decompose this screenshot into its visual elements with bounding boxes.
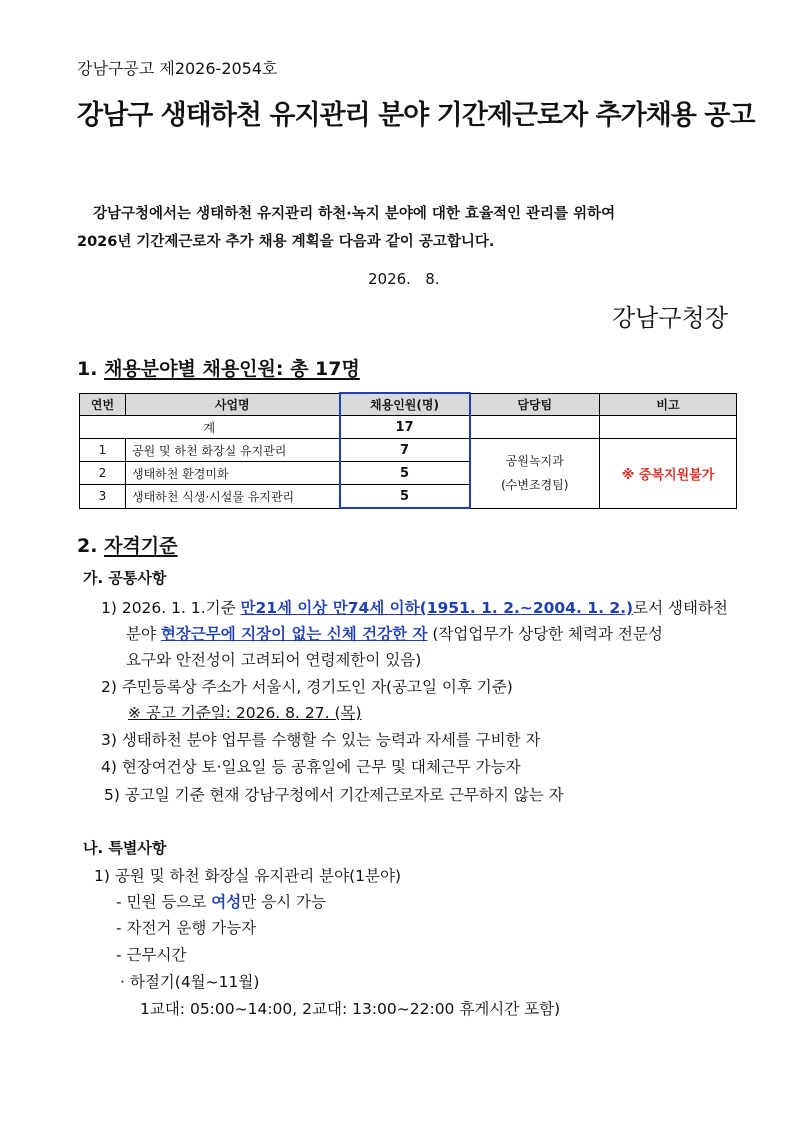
common-item-1-line-2 xyxy=(126,622,663,644)
header-no: 연번 xyxy=(80,393,126,416)
special-heading: 나. 특별사항 xyxy=(83,839,167,857)
row-name: 생태하천 식생·시설물 유지관리 xyxy=(126,485,340,509)
female-only: 여성 xyxy=(211,893,242,911)
table-row xyxy=(80,439,737,462)
recruitment-table xyxy=(79,392,737,509)
team-subname: (수변조경팀) xyxy=(501,478,569,493)
health-requirement: 현장근무에 지장이 없는 신체 건강한 자 xyxy=(160,625,428,643)
row-name: 공원 및 하천 화장실 유지관리 xyxy=(126,439,340,462)
special-bullet-1 xyxy=(116,890,326,912)
special-bullet-3: - 근무시간 xyxy=(116,946,187,964)
bullet-1-suffix: 만 응시 가능 xyxy=(241,893,326,911)
table-total-row xyxy=(80,416,737,439)
header-note: 비고 xyxy=(600,393,737,416)
intro-line-2: 2026년 기간제근로자 추가 채용 계획을 다음과 같이 공고합니다. xyxy=(77,234,495,250)
document-title: 강남구 생태하천 유지관리 분야 기간제근로자 추가채용 공고 xyxy=(77,100,755,131)
section-2-heading xyxy=(77,531,178,558)
note-cell xyxy=(600,439,737,509)
item-1-line2-suffix: (작업업무가 상당한 체력과 전문성 xyxy=(427,625,663,643)
team-cell xyxy=(470,439,600,509)
notice-number: 강남구공고 제2026-2054호 xyxy=(77,59,278,78)
signer: 강남구청장 xyxy=(612,304,728,332)
row-no: 1 xyxy=(80,439,126,462)
section-1-heading xyxy=(77,354,360,381)
header-count: 채용인원(명) xyxy=(340,393,470,416)
intro-paragraph xyxy=(77,200,737,256)
section-1-number: 1. xyxy=(77,358,98,380)
common-item-3: 3) 생태하천 분야 업무를 수행할 수 있는 능력과 자세를 구비한 자 xyxy=(101,731,541,749)
common-item-5: 5) 공고일 기준 현재 강남구청에서 기간제근로자로 근무하지 않는 자 xyxy=(104,786,564,804)
row-no: 2 xyxy=(80,462,126,485)
shift-hours: 1교대: 05:00~14:00, 2교대: 13:00~22:00 휴게시간 포함) xyxy=(140,1000,561,1018)
row-name: 생태하천 환경미화 xyxy=(126,462,340,485)
total-count: 17 xyxy=(340,416,470,439)
header-team: 담당팀 xyxy=(470,393,600,416)
section-2-number: 2. xyxy=(77,535,98,557)
reference-date-note: ※ 공고 기준일: 2026. 8. 27. (목) xyxy=(128,704,362,722)
common-item-2: 2) 주민등록상 주소가 서울시, 경기도인 자(공고일 이후 기준) xyxy=(101,678,513,696)
intro-line-1: 강남구청에서는 생태하천 유지관리 하천·녹지 분야에 대한 효율적인 관리를 위하여 xyxy=(93,206,616,222)
bullet-1-prefix: - 민원 등으로 xyxy=(116,893,212,911)
special-item-1: 1) 공원 및 하천 화장실 유지관리 분야(1분야) xyxy=(94,867,401,885)
total-label: 계 xyxy=(80,416,340,439)
total-note xyxy=(600,416,737,439)
team-name: 공원녹지과 xyxy=(505,454,564,469)
total-team xyxy=(470,416,600,439)
row-count: 5 xyxy=(340,462,470,485)
row-count: 5 xyxy=(340,485,470,509)
item-1-prefix: 1) 2026. 1. 1.기준 xyxy=(101,599,241,617)
item-1-line2-prefix: 분야 xyxy=(126,625,161,643)
duplicate-note: ※ 중복지원불가 xyxy=(621,467,715,483)
summer-season: · 하절기(4월~11월) xyxy=(120,973,260,991)
section-2-title: 자격기준 xyxy=(104,535,178,557)
common-item-4: 4) 현장여건상 토·일요일 등 공휴일에 근무 및 대체근무 가능자 xyxy=(101,758,521,776)
section-1-title: 채용분야별 채용인원: 총 17명 xyxy=(104,358,360,380)
row-count: 7 xyxy=(340,439,470,462)
item-1-after-age: 로서 생태하천 xyxy=(633,599,728,617)
common-heading: 가. 공통사항 xyxy=(83,569,167,587)
common-item-1-line-3: 요구와 안전성이 고려되어 연령제한이 있음) xyxy=(126,651,422,669)
special-bullet-2: - 자전거 운행 가능자 xyxy=(116,919,257,937)
table-header-row xyxy=(80,393,737,416)
header-project: 사업명 xyxy=(126,393,340,416)
age-requirement: 만21세 이상 만74세 이하(1951. 1. 2.~2004. 1. 2.) xyxy=(240,599,634,617)
common-item-1-line-1 xyxy=(101,596,728,618)
notice-date: 2026. 8. xyxy=(368,270,440,288)
row-no: 3 xyxy=(80,485,126,509)
